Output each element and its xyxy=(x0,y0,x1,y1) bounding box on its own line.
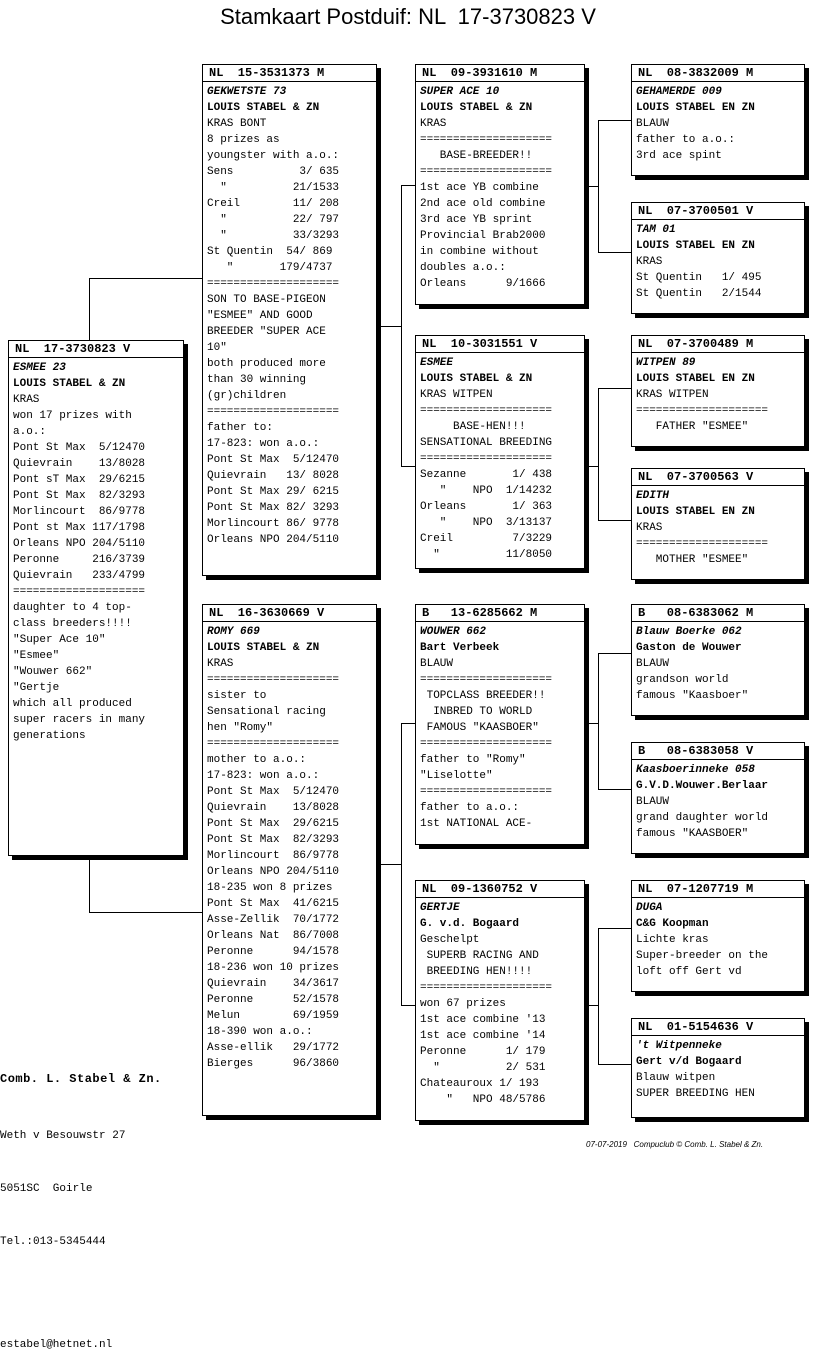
connector-line xyxy=(598,120,632,121)
info-line: ==================== xyxy=(636,405,769,417)
info-line: St Quentin 54/ 869 xyxy=(207,246,333,258)
info-line: Asse-ellik 29/1772 xyxy=(207,1042,340,1054)
info-line: Quievrain 34/3617 xyxy=(207,978,340,990)
info-line: " 11/8050 xyxy=(420,549,553,561)
info-line: Creil 7/3229 xyxy=(420,533,553,545)
owner-name: LOUIS STABEL & ZN xyxy=(207,102,320,114)
pigeon-name: 't Witpenneke xyxy=(636,1040,722,1052)
info-line: Quievrain 13/8028 xyxy=(207,802,340,814)
address-blank xyxy=(0,1287,162,1301)
pigeon-card-dam-sire-sire xyxy=(631,604,805,716)
info-line: 1st ace combine '13 xyxy=(420,1014,546,1026)
info-line: grandson world xyxy=(636,674,729,686)
info-line: grand daughter world xyxy=(636,812,769,824)
info-line: which all produced xyxy=(13,698,132,710)
pigeon-name: ROMY 669 xyxy=(207,626,260,638)
ring-number: NL 08-3832009 M xyxy=(632,65,804,82)
info-line: Orleans Nat 86/7008 xyxy=(207,930,340,942)
pigeon-card-dam-sire-dam xyxy=(631,742,805,854)
card-body xyxy=(416,622,584,832)
info-line: Chateauroux 1/ 193 xyxy=(420,1078,539,1090)
connector-line xyxy=(381,864,401,865)
info-line: Geschelpt xyxy=(420,934,480,946)
info-line: " NPO 3/13137 xyxy=(420,517,553,529)
connector-line xyxy=(401,723,402,1006)
info-line: a.o.: xyxy=(13,426,47,438)
pigeon-card-dam-dam xyxy=(415,880,585,1121)
connector-line xyxy=(401,185,416,186)
info-line: ==================== xyxy=(420,134,553,146)
owner-name: LOUIS STABEL EN ZN xyxy=(636,240,755,252)
info-line: Quievrain 13/8028 xyxy=(13,458,146,470)
ring-number: B 13-6285662 M xyxy=(416,605,584,622)
pigeon-card-sire-dam-sire xyxy=(631,335,805,447)
info-line: BLAUW xyxy=(636,796,670,808)
info-line: ==================== xyxy=(13,586,146,598)
info-line: ==================== xyxy=(636,538,769,550)
info-line: Pont St Max 5/12470 xyxy=(207,786,340,798)
info-line: class breeders!!!! xyxy=(13,618,132,630)
info-line: " NPO 48/5786 xyxy=(420,1094,546,1106)
connector-line xyxy=(401,466,416,467)
info-line: ==================== xyxy=(420,674,553,686)
info-line: BASE-HEN!!! xyxy=(420,421,526,433)
ring-number: NL 07-3700501 V xyxy=(632,203,804,220)
pigeon-card-sire-dam xyxy=(415,335,585,569)
owner-name: Gert v/d Bogaard xyxy=(636,1056,742,1068)
info-line: " 179/4737 xyxy=(207,262,333,274)
connector-line xyxy=(401,723,416,724)
info-line: KRAS WITPEN xyxy=(420,389,493,401)
pigeon-name: WITPEN 89 xyxy=(636,357,696,369)
info-line: ==================== xyxy=(420,786,553,798)
card-body xyxy=(632,82,804,164)
info-line: KRAS xyxy=(420,118,447,130)
connector-line xyxy=(89,912,203,913)
info-line: 1st NATIONAL ACE- xyxy=(420,818,533,830)
info-line: Pont St Max 5/12470 xyxy=(13,442,146,454)
owner-name: LOUIS STABEL & ZN xyxy=(207,642,320,654)
info-line: won 67 prizes xyxy=(420,998,506,1010)
owner-name: G.V.D.Wouwer.Berlaar xyxy=(636,780,769,792)
info-line: famous "KAASBOER" xyxy=(636,828,749,840)
info-line: FAMOUS "KAASBOER" xyxy=(420,722,539,734)
info-line: father to "Romy" xyxy=(420,754,526,766)
info-line: Bierges 96/3860 xyxy=(207,1058,340,1070)
info-line: 10" xyxy=(207,342,227,354)
info-line: Lichte kras xyxy=(636,934,709,946)
info-line: SENSATIONAL BREEDING xyxy=(420,437,553,449)
info-line: " 22/ 797 xyxy=(207,214,340,226)
info-line: "Esmee" xyxy=(13,650,60,662)
owner-name: LOUIS STABEL & ZN xyxy=(13,378,126,390)
ring-number: NL 09-3931610 M xyxy=(416,65,584,82)
pigeon-card-sire-dam-dam xyxy=(631,468,805,580)
info-line: sister to xyxy=(207,690,267,702)
info-line: Morlincourt 86/9778 xyxy=(13,506,146,518)
ring-number: NL 07-3700489 M xyxy=(632,336,804,353)
pigeon-name: ESMEE xyxy=(420,357,454,369)
connector-line xyxy=(589,1005,598,1006)
card-body xyxy=(632,1036,804,1102)
pigeon-card-dam xyxy=(202,604,377,1116)
connector-line xyxy=(598,928,599,1065)
info-line: 17-823: won a.o.: xyxy=(207,770,320,782)
info-line: Sensational racing xyxy=(207,706,326,718)
info-line: both produced more xyxy=(207,358,326,370)
info-line: MOTHER "ESMEE" xyxy=(636,554,749,566)
info-line: KRAS BONT xyxy=(207,118,267,130)
connector-line xyxy=(598,520,632,521)
card-body xyxy=(203,622,376,1072)
info-line: 18-390 won a.o.: xyxy=(207,1026,313,1038)
info-line: Provincial Brab2000 xyxy=(420,230,546,242)
info-line: doubles a.o.: xyxy=(420,262,506,274)
ring-number: NL 07-3700563 V xyxy=(632,469,804,486)
card-body xyxy=(632,220,804,302)
info-line: TOPCLASS BREEDER!! xyxy=(420,690,546,702)
owner-name: Gaston de Wouwer xyxy=(636,642,742,654)
connector-line xyxy=(598,653,632,654)
pigeon-name: Blauw Boerke 062 xyxy=(636,626,742,638)
owner-name: G. v.d. Bogaard xyxy=(420,918,520,930)
info-line: Peronne 1/ 179 xyxy=(420,1046,546,1058)
info-line: ==================== xyxy=(207,674,340,686)
card-body xyxy=(632,622,804,704)
info-line: Orleans NPO 204/5110 xyxy=(13,538,146,550)
info-line: Pont St Max 82/ 3293 xyxy=(207,502,340,514)
info-line: Peronne 94/1578 xyxy=(207,946,340,958)
connector-line xyxy=(89,278,203,279)
info-line: Sezanne 1/ 438 xyxy=(420,469,553,481)
info-line: Orleans NPO 204/5110 xyxy=(207,866,340,878)
owner-name: C&G Koopman xyxy=(636,918,709,930)
info-line: ==================== xyxy=(207,406,340,418)
info-line: Orleans NPO 204/5110 xyxy=(207,534,340,546)
info-line: mother to a.o.: xyxy=(207,754,307,766)
card-body xyxy=(416,898,584,1108)
info-line: ==================== xyxy=(420,166,553,178)
info-line: Pont St Max 29/6215 xyxy=(207,818,340,830)
address-email[interactable]: estabel@hetnet.nl xyxy=(0,1339,113,1351)
pigeon-name: WOUWER 662 xyxy=(420,626,487,638)
connector-line xyxy=(598,1064,632,1065)
ring-number: NL 17-3730823 V xyxy=(9,341,183,358)
pigeon-name: ESMEE 23 xyxy=(13,362,66,374)
info-line: BREEDING HEN!!!! xyxy=(420,966,533,978)
info-line: Pont st Max 117/1798 xyxy=(13,522,146,534)
ring-number: NL 16-3630669 V xyxy=(203,605,376,622)
info-line: Quievrain 233/4799 xyxy=(13,570,146,582)
info-line: 1st ace YB combine xyxy=(420,182,539,194)
pigeon-name: DUGA xyxy=(636,902,663,914)
connector-line xyxy=(598,252,632,253)
info-line: "Wouwer 662" xyxy=(13,666,93,678)
pigeon-name: GEKWETSTE 73 xyxy=(207,86,287,98)
connector-line xyxy=(89,278,90,341)
info-line: KRAS WITPEN xyxy=(636,389,709,401)
connector-line xyxy=(598,789,632,790)
info-line: St Quentin 2/1544 xyxy=(636,288,762,300)
owner-name: LOUIS STABEL & ZN xyxy=(420,102,533,114)
owner-name: LOUIS STABEL EN ZN xyxy=(636,506,755,518)
info-line: youngster with a.o.: xyxy=(207,150,340,162)
pigeon-card-dam-sire xyxy=(415,604,585,845)
info-line: KRAS xyxy=(13,394,40,406)
info-line: KRAS xyxy=(636,256,663,268)
info-line: " NPO 1/14232 xyxy=(420,485,553,497)
info-line: KRAS xyxy=(207,658,234,670)
footer-credit: 07-07-2019 Compuclub © Comb. L. Stabel & Zn. xyxy=(586,1140,764,1149)
info-line: "Liselotte" xyxy=(420,770,493,782)
info-line: 18-236 won 10 prizes xyxy=(207,962,340,974)
ring-number: B 08-6383062 M xyxy=(632,605,804,622)
info-line: SUPERB RACING AND xyxy=(420,950,539,962)
connector-line xyxy=(381,326,401,327)
connector-line xyxy=(589,466,598,467)
info-line: father to: xyxy=(207,422,274,434)
info-line: generations xyxy=(13,730,86,742)
card-body xyxy=(632,898,804,980)
card-body xyxy=(632,760,804,842)
info-line: super racers in many xyxy=(13,714,146,726)
info-line: in combine without xyxy=(420,246,539,258)
info-line: BLAUW xyxy=(636,658,670,670)
info-line: Melun 69/1959 xyxy=(207,1010,340,1022)
info-line: ==================== xyxy=(420,453,553,465)
address-street: Weth v Besouwstr 27 xyxy=(0,1130,126,1142)
info-line: Pont St Max 5/12470 xyxy=(207,454,340,466)
pigeon-card-main xyxy=(8,340,184,856)
ring-number: B 08-6383058 V xyxy=(632,743,804,760)
info-line: BLAUW xyxy=(636,118,670,130)
pigeon-card-sire xyxy=(202,64,377,576)
page-title: Stamkaart Postduif: NL 17-3730823 V xyxy=(220,4,596,29)
info-line: Pont St Max 29/ 6215 xyxy=(207,486,340,498)
info-line: "Gertje xyxy=(13,682,60,694)
info-line: SUPER BREEDING HEN xyxy=(636,1088,755,1100)
info-line: famous "Kaasboer" xyxy=(636,690,749,702)
connector-line xyxy=(89,857,90,913)
info-line: Creil 11/ 208 xyxy=(207,198,340,210)
info-line: KRAS xyxy=(636,522,663,534)
info-line: 18-235 won 8 prizes xyxy=(207,882,333,894)
info-line: daughter to 4 top- xyxy=(13,602,132,614)
info-line: Asse-Zellik 70/1772 xyxy=(207,914,340,926)
connector-line xyxy=(598,928,632,929)
card-body xyxy=(632,353,804,435)
info-line: Pont St Max 82/3293 xyxy=(207,834,340,846)
owner-name: LOUIS STABEL EN ZN xyxy=(636,102,755,114)
info-line: 1st ace combine '14 xyxy=(420,1030,546,1042)
info-line: St Quentin 1/ 495 xyxy=(636,272,762,284)
info-line: ==================== xyxy=(420,982,553,994)
info-line: Quievrain 13/ 8028 xyxy=(207,470,340,482)
connector-line xyxy=(589,186,598,187)
info-line: Orleans 1/ 363 xyxy=(420,501,553,513)
ring-number: NL 10-3031551 V xyxy=(416,336,584,353)
info-line: "Super Ace 10" xyxy=(13,634,106,646)
connector-line xyxy=(401,185,402,467)
ring-number: NL 09-1360752 V xyxy=(416,881,584,898)
owner-name: Bart Verbeek xyxy=(420,642,500,654)
connector-line xyxy=(598,388,632,389)
connector-line xyxy=(598,120,599,253)
address-phone: Tel.:013-5345444 xyxy=(0,1236,106,1248)
owner-address xyxy=(0,1034,162,1372)
ring-number: NL 01-5154636 V xyxy=(632,1019,804,1036)
info-line: 3rd ace spint xyxy=(636,150,722,162)
info-line: Blauw witpen xyxy=(636,1072,716,1084)
info-line: 17-823: won a.o.: xyxy=(207,438,320,450)
ring-number: NL 07-1207719 M xyxy=(632,881,804,898)
info-line: ==================== xyxy=(420,405,553,417)
owner-name: LOUIS STABEL & ZN xyxy=(420,373,533,385)
info-line: Pont St Max 41/6215 xyxy=(207,898,340,910)
info-line: " 33/3293 xyxy=(207,230,340,242)
connector-line xyxy=(401,1005,416,1006)
pigeon-card-dam-dam-dam xyxy=(631,1018,805,1118)
pigeon-card-dam-dam-sire xyxy=(631,880,805,992)
info-line: father to a.o.: xyxy=(636,134,736,146)
connector-line xyxy=(598,388,599,521)
info-line: won 17 prizes with xyxy=(13,410,132,422)
info-line: ==================== xyxy=(420,738,553,750)
address-city: 5051SC Goirle xyxy=(0,1183,93,1195)
info-line: " 21/1533 xyxy=(207,182,340,194)
info-line: 3rd ace YB sprint xyxy=(420,214,533,226)
ring-number: NL 15-3531373 M xyxy=(203,65,376,82)
info-line: BASE-BREEDER!! xyxy=(420,150,533,162)
owner-name: LOUIS STABEL EN ZN xyxy=(636,373,755,385)
info-line: "ESMEE" AND GOOD xyxy=(207,310,313,322)
card-body xyxy=(203,82,376,548)
info-line: (gr)children xyxy=(207,390,287,402)
info-line: Orleans 9/1666 xyxy=(420,278,546,290)
info-line: BREEDER "SUPER ACE xyxy=(207,326,326,338)
info-line: " 2/ 531 xyxy=(420,1062,546,1074)
info-line: father to a.o.: xyxy=(420,802,520,814)
pigeon-name: GEHAMERDE 009 xyxy=(636,86,722,98)
connector-line xyxy=(589,723,598,724)
card-body xyxy=(9,358,183,744)
info-line: Morlincourt 86/ 9778 xyxy=(207,518,340,530)
pigeon-card-sire-sire xyxy=(415,64,585,305)
info-line: 8 prizes as xyxy=(207,134,280,146)
info-line: BLAUW xyxy=(420,658,454,670)
info-line: Super-breeder on the xyxy=(636,950,769,962)
pigeon-name: EDITH xyxy=(636,490,670,502)
info-line: INBRED TO WORLD xyxy=(420,706,533,718)
info-line: Peronne 52/1578 xyxy=(207,994,340,1006)
info-line: Pont sT Max 29/6215 xyxy=(13,474,146,486)
info-line: SON TO BASE-PIGEON xyxy=(207,294,326,306)
info-line: Morlincourt 86/9778 xyxy=(207,850,340,862)
card-body xyxy=(632,486,804,568)
info-line: ==================== xyxy=(207,278,340,290)
card-body xyxy=(416,82,584,292)
info-line: loft off Gert vd xyxy=(636,966,742,978)
pigeon-card-sire-sire-sire xyxy=(631,64,805,176)
info-line: Sens 3/ 635 xyxy=(207,166,340,178)
info-line: than 30 winning xyxy=(207,374,307,386)
info-line: Peronne 216/3739 xyxy=(13,554,146,566)
pigeon-name: Kaasboerinneke 058 xyxy=(636,764,755,776)
pigeon-name: GERTJE xyxy=(420,902,460,914)
pigeon-name: SUPER ACE 10 xyxy=(420,86,500,98)
connector-line xyxy=(598,653,599,790)
info-line: Pont St Max 82/3293 xyxy=(13,490,146,502)
info-line: 2nd ace old combine xyxy=(420,198,546,210)
pigeon-name: TAM 01 xyxy=(636,224,676,236)
owner-name: Comb. L. Stabel & Zn. xyxy=(0,1072,162,1086)
info-line: ==================== xyxy=(207,738,340,750)
info-line: FATHER "ESMEE" xyxy=(636,421,749,433)
info-line: hen "Romy" xyxy=(207,722,274,734)
card-body xyxy=(416,353,584,563)
pigeon-card-sire-sire-dam xyxy=(631,202,805,314)
